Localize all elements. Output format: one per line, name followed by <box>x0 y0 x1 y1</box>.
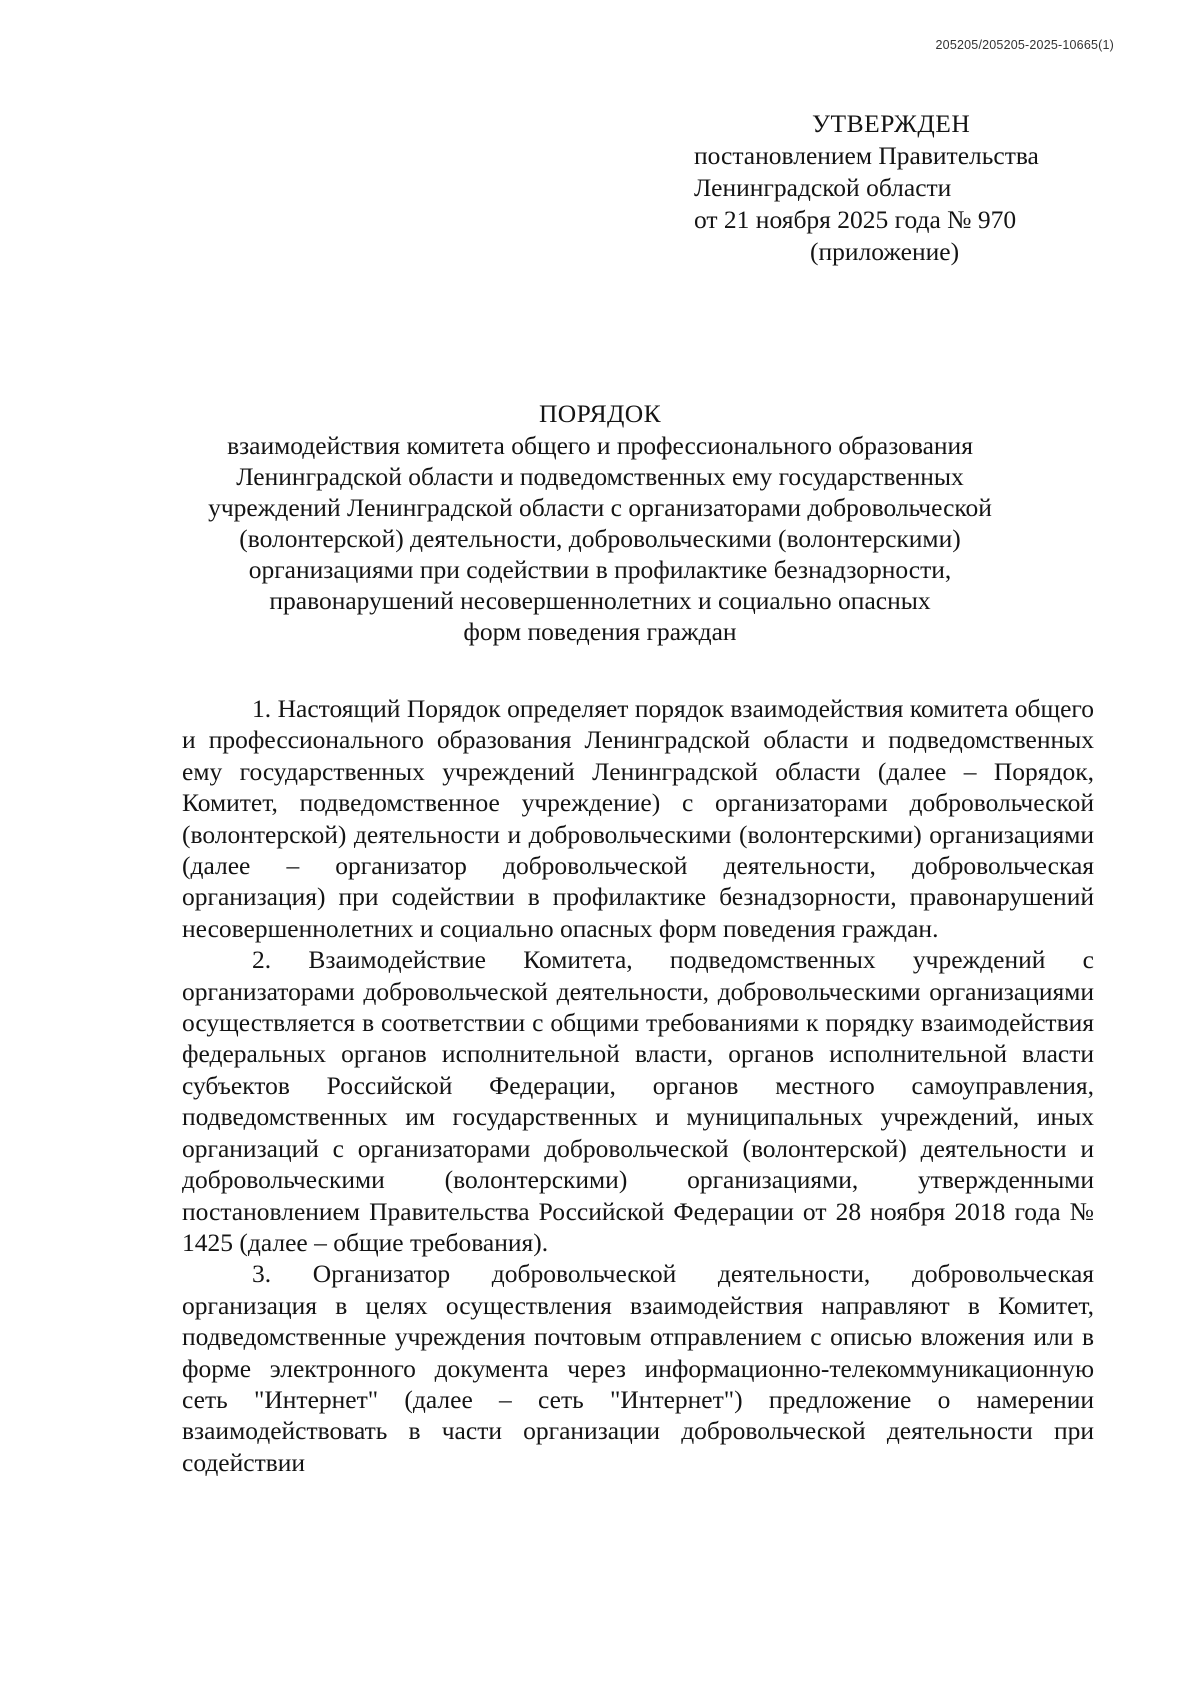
heading-line: правонарушений несовершеннолетних и социально опасных <box>269 586 931 615</box>
document-body <box>182 693 1094 1478</box>
paragraph-1: 1. Настоящий Порядок определяет порядок взаимодействия комитета общего и профессионального образования Ленинградской области и подведомственных ему государственных учреждений Ленинградской области (далее – Порядок, Комитет, подведомственное учреждение) с организаторами добровольческой (волонтерской) деятельности и добровольческими (волонтерскими) организациями (далее – организатор добровольческой деятельности, добровольческая организация) при содействии в профилактике безнадзорности, правонарушений несовершеннолетних и социально опасных форм поведения граждан. <box>182 694 1094 943</box>
approval-block <box>694 108 1114 268</box>
approval-line: от 21 ноября 2025 года № 970 <box>694 205 1017 234</box>
heading-line: форм поведения граждан <box>463 617 737 646</box>
document-id: 205205/205205-2025-10665(1) <box>935 38 1114 52</box>
heading-line: взаимодействия комитета общего и профессионального образования <box>227 431 973 460</box>
heading-line: Ленинградской области и подведомственных ему государственных <box>236 462 964 491</box>
paragraph-3: 3. Организатор добровольческой деятельности, добровольческая организация в целях осуществления взаимодействия направляют в Комитет, подведомственные учреждения почтовым отправлением с описью вложения или в форме электронного документа через информационно-телекоммуникационную сеть "Интернет" (далее – сеть "Интернет") предложение о намерении взаимодействовать в части организации добровольческой деятельности при содействии <box>182 1259 1094 1477</box>
document-heading <box>150 398 1050 647</box>
heading-title: ПОРЯДОК <box>538 399 662 428</box>
approval-note: (приложение) <box>810 237 960 266</box>
heading-line: учреждений Ленинградской области с организаторами добровольческой <box>208 493 992 522</box>
approval-line: Ленинградской области <box>694 173 952 202</box>
approval-title: УТВЕРЖДЕН <box>812 109 971 138</box>
heading-line: организациями при содействии в профилактике безнадзорности, <box>248 555 952 584</box>
heading-line: (волонтерской) деятельности, добровольческими (волонтерскими) <box>239 524 961 553</box>
approval-line: постановлением Правительства <box>694 141 1039 170</box>
paragraph-2: 2. Взаимодействие Комитета, подведомственных учреждений с организаторами добровольческой деятельности, добровольческими организациями осуществляется в соответствии с общими требованиями к порядку взаимодействия федеральных органов исполнительной власти, органов исполнительной власти субъектов Российской Федерации, органов местного самоуправления, подведомственных им государственных и муниципальных учреждений, иных организаций с организаторами добровольческой (волонтерской) деятельности и добровольческими (волонтерскими) организациями, утвержденными постановлением Правительства Российской Федерации от 28 ноября 2018 года № 1425 (далее – общие требования). <box>182 945 1094 1257</box>
